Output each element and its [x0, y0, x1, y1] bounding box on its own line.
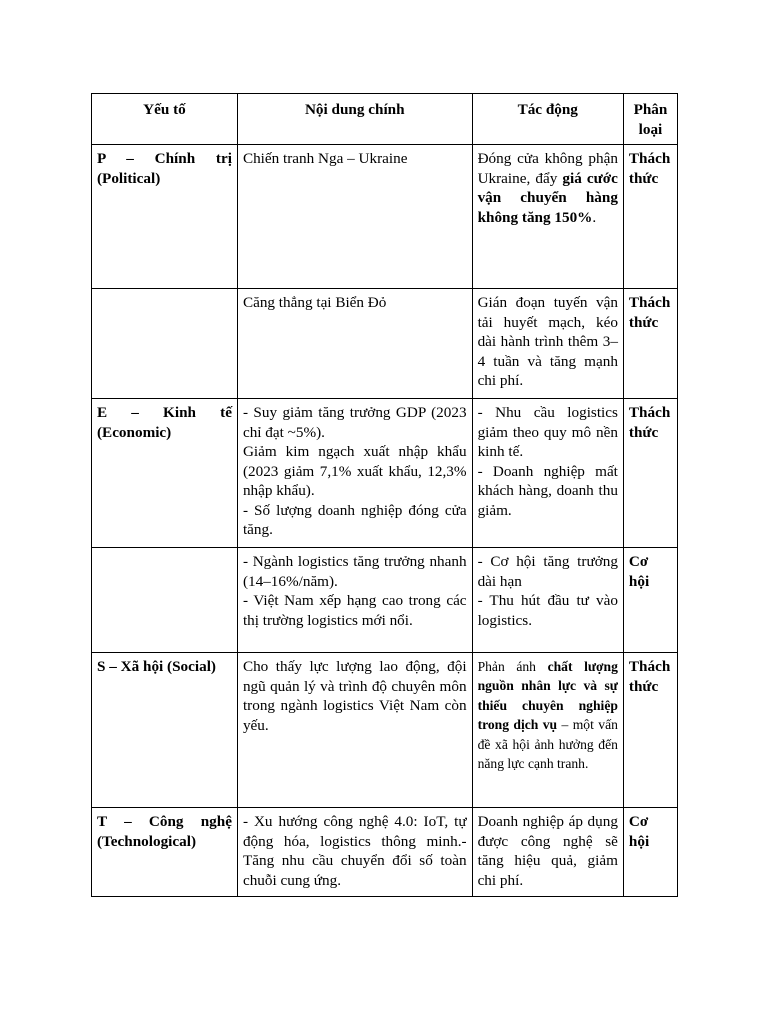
pest-analysis-table — [91, 93, 678, 897]
impact-text: Gián đoạn tuyến vận tải huyết mạch, kéo dài hành trình thêm 3–4 tuần và tăng mạnh chi phí. — [477, 294, 618, 389]
factor-cell — [92, 289, 238, 399]
content-line: Căng thẳng tại Biển Đỏ — [242, 294, 387, 311]
impact-line: - Nhu cầu logistics giảm theo quy mô nền kinh tế. — [477, 404, 618, 460]
impact-line: - Cơ hội tăng trưởng dài hạn — [477, 553, 618, 590]
content-line: Chiến tranh Nga – Ukraine — [242, 150, 408, 167]
table-header-row — [92, 94, 678, 145]
impact-text: Đóng cửa không phận Ukraine, đẩy — [477, 150, 618, 187]
classification-cell: Cơ hội — [623, 548, 677, 653]
table-row — [92, 548, 678, 653]
impact-line: - Thu hút đầu tư vào logistics. — [477, 592, 618, 629]
content-cell — [237, 548, 472, 653]
impact-text: Phản ánh — [477, 659, 548, 674]
content-line: Giảm kim ngạch xuất nhập khẩu (2023 giảm 7,1% xuất khẩu, 12,3% nhập khẩu). — [242, 443, 467, 499]
header-classification: Phân loại — [623, 94, 677, 145]
impact-text: Doanh nghiệp áp dụng được công nghệ sẽ tăng hiệu quả, giảm chi phí. — [477, 813, 618, 889]
content-cell — [237, 653, 472, 808]
impact-cell — [472, 548, 623, 653]
content-line: - Ngành logistics tăng trưởng nhanh (14–16%/năm). — [242, 553, 467, 590]
header-content: Nội dung chính — [237, 94, 472, 145]
header-factor: Yếu tố — [92, 94, 238, 145]
factor-cell: S – Xã hội (Social) — [92, 653, 238, 808]
header-impact: Tác động — [472, 94, 623, 145]
content-line: - Suy giảm tăng trưởng GDP (2023 chỉ đạt ~5%). — [242, 404, 467, 441]
content-line: - Số lượng doanh nghiệp đóng cửa tăng. — [242, 501, 467, 538]
impact-cell — [472, 289, 623, 399]
impact-cell — [472, 399, 623, 548]
content-cell — [237, 808, 472, 897]
impact-cell — [472, 145, 623, 289]
content-cell — [237, 289, 472, 399]
classification-cell: Thách thức — [623, 145, 677, 289]
impact-cell — [472, 808, 623, 897]
content-line: - Xu hướng công nghệ 4.0: IoT, tự động hóa, logistics thông minh.- Tăng nhu cầu chuyển đổi số toàn chuỗi cung ứng. — [242, 813, 467, 889]
table-row — [92, 145, 678, 289]
content-line: - Việt Nam xếp hạng cao trong các thị trường logistics mới nổi. — [242, 592, 467, 629]
impact-line: - Doanh nghiệp mất khách hàng, doanh thu giảm. — [477, 462, 618, 519]
impact-cell — [472, 653, 623, 808]
classification-cell: Thách thức — [623, 653, 677, 808]
factor-cell: P – Chính trị (Political) — [92, 145, 238, 289]
classification-cell: Cơ hội — [623, 808, 677, 897]
factor-cell: E – Kinh tế (Economic) — [92, 399, 238, 548]
impact-text-end: – một vấn đề xã hội ảnh hưởng đến năng lực cạnh tranh. — [477, 717, 618, 772]
factor-cell — [92, 548, 238, 653]
table-row — [92, 289, 678, 399]
impact-text-end: . — [592, 208, 597, 226]
factor-cell: T – Công nghệ (Technological) — [92, 808, 238, 897]
impact-bold-text: chất lượng nguồn nhân lực và sự thiếu chuyên nghiệp trong dịch vụ — [477, 659, 618, 733]
content-line: Cho thấy lực lượng lao động, đội ngũ quản lý và trình độ chuyên môn trong ngành logistics Việt Nam còn yếu. — [242, 658, 467, 734]
content-cell — [237, 145, 472, 289]
classification-cell: Thách thức — [623, 289, 677, 399]
table-row — [92, 653, 678, 808]
classification-cell: Thách thức — [623, 399, 677, 548]
table-row — [92, 808, 678, 897]
table-row — [92, 399, 678, 548]
impact-bold-text: giá cước vận chuyển hàng không tăng 150% — [477, 169, 618, 226]
content-cell — [237, 399, 472, 548]
